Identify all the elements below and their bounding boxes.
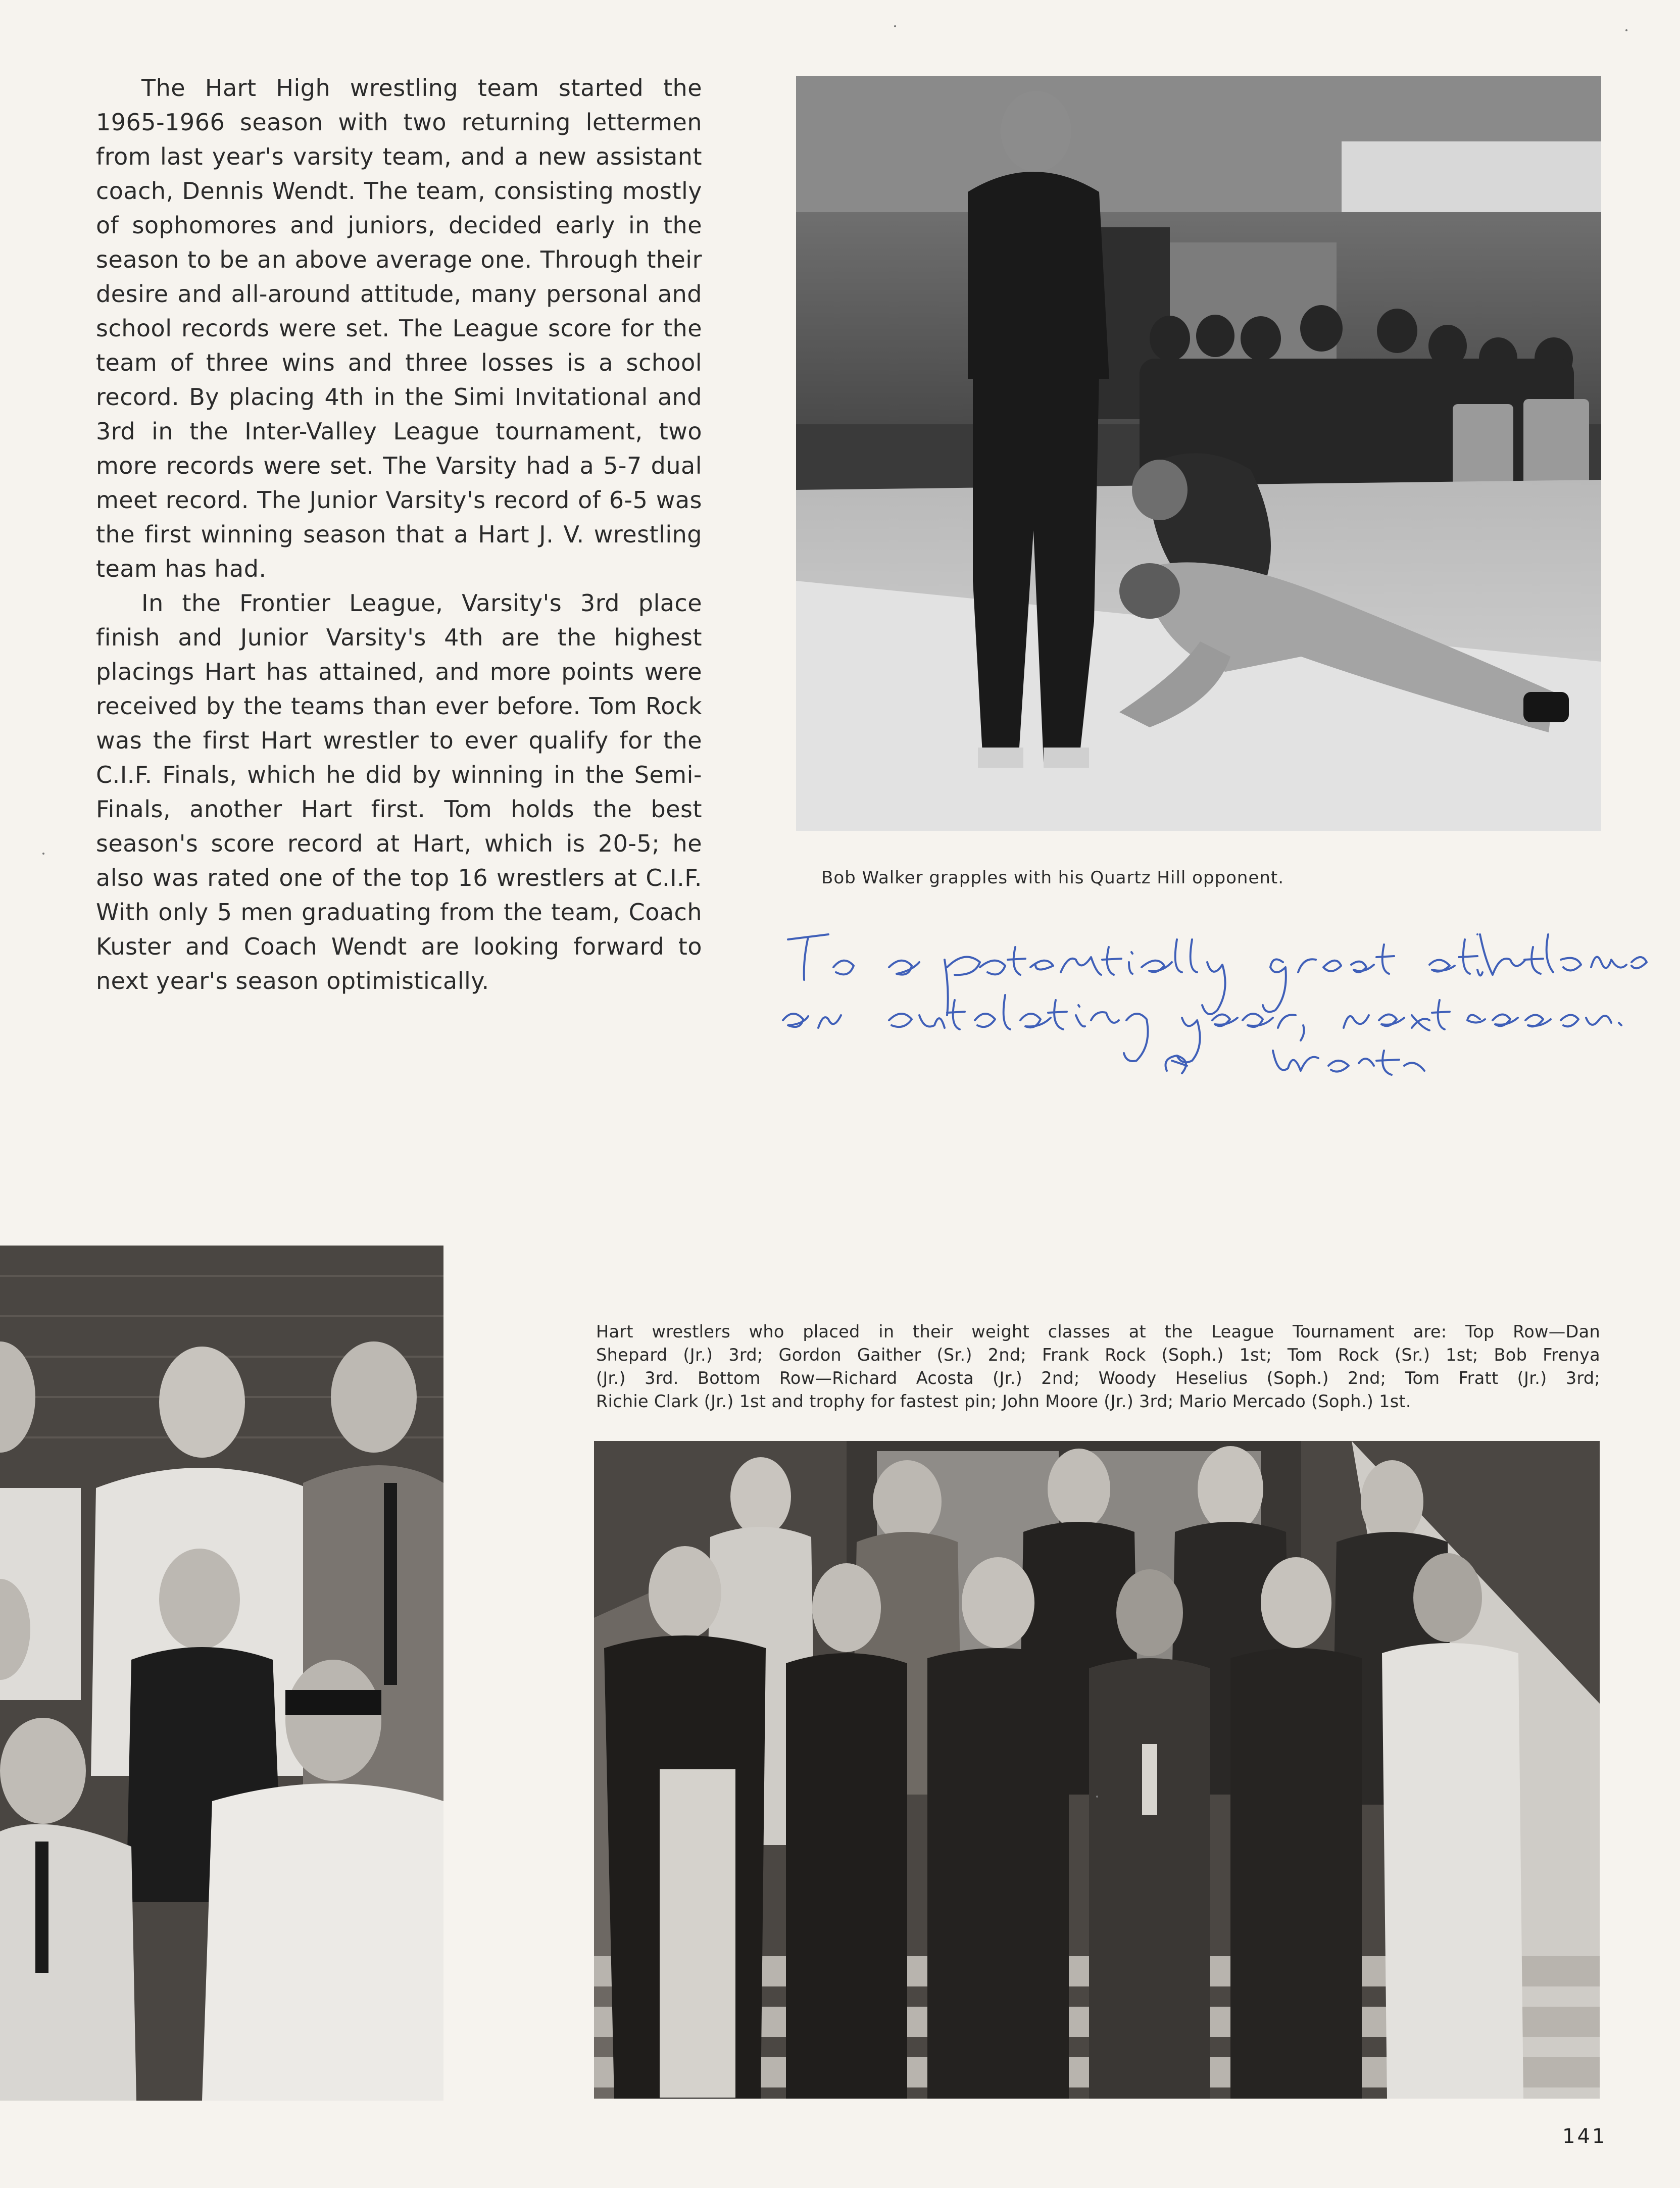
inscription-ink — [783, 934, 1647, 1075]
team-group-left-illustration — [0, 1246, 443, 2101]
group-photo-caption — [596, 1320, 1600, 1413]
group-caption-line-2: Shepard (Jr.) 3rd; Gordon Gaither (Sr.) 2nd; Frank Rock (Soph.) 1st; Tom Rock (Sr.) 1st; Bob Frenya — [596, 1345, 1600, 1365]
article-paragraph-1: The Hart High wrestling team started the 1965-1966 season with two returning lettermen from last year's varsity team, and a new assistant coach, Dennis Wendt. The team, consisting mostly of sophomores and juniors, decided early in the season to be an above average one. Through their desire and all-around attitude, many personal and school records were set. The League score for the team of three wins and three losses is a school record. By placing 4th in the Simi Invitational and 3rd in the Inter-Valley League tournament, two more records were set. The Varsity had a 5-7 dual meet record. The Junior Varsity's record of 6-5 was the first winning season that a Hart J. V. wrestling team has had. — [96, 74, 702, 582]
group-caption-line-4: Richie Clark (Jr.) 1st and trophy for fastest pin; John Moore (Jr.) 3rd; Mario Mercado (Soph.) 1st. — [596, 1391, 1411, 1411]
page-number: 141 — [1562, 2125, 1607, 2148]
wrestling-match-illustration — [796, 76, 1601, 831]
dust-speck — [1096, 1796, 1098, 1798]
team-group-photo-left — [0, 1246, 443, 2101]
match-photo-caption: Bob Walker grapples with his Quartz Hill opponent. — [821, 868, 1284, 888]
dust-speck — [894, 25, 896, 27]
dust-speck — [42, 853, 44, 855]
wrestling-match-photo — [796, 76, 1601, 831]
group-caption-line-3: (Jr.) 3rd. Bottom Row—Richard Acosta (Jr.) 2nd; Woody Heselius (Soph.) 2nd; Tom Fratt (Jr.) 3rd; — [596, 1368, 1600, 1388]
article-body — [96, 71, 702, 998]
article-paragraph-2: In the Frontier League, Varsity's 3rd place finish and Junior Varsity's 4th are the highest placings Hart has attained, and more points were received by the teams than ever before. Tom Rock was the first Hart wrestler to ever qualify for the C.I.F. Finals, which he did by winning in the Semi-Finals, another Hart first. Tom holds the best season's score record at Hart, which is 20-5; he also was rated one of the top 16 wrestlers at C.I.F. With only 5 men graduating from the team, Coach Kuster and Coach Wendt are looking forward to next year's season optimistically. — [96, 589, 702, 994]
handwritten-inscription — [773, 859, 1652, 1081]
group-caption-line-1: Hart wrestlers who placed in their weight classes at the League Tournament are: Top Row—Dan — [596, 1322, 1600, 1341]
dust-speck — [1625, 29, 1627, 31]
placing-wrestlers-group-photo — [594, 1441, 1600, 2099]
placing-wrestlers-illustration — [594, 1441, 1600, 2099]
